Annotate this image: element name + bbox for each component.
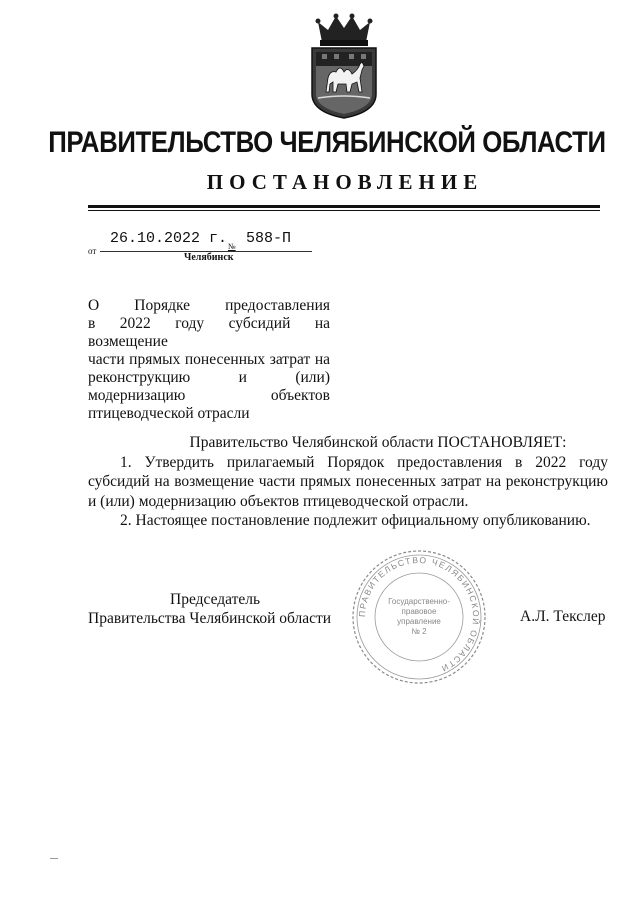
stamp-line: Государственно- bbox=[388, 597, 450, 606]
date-prefix: от bbox=[88, 246, 97, 256]
city-label: Челябинск bbox=[184, 252, 234, 263]
document-date: 26.10.2022 г. bbox=[110, 230, 228, 247]
stamp-ring-text: ПРАВИТЕЛЬСТВО ЧЕЛЯБИНСКОЙ ОБЛАСТИ bbox=[356, 554, 482, 675]
chelyabinsk-coat-of-arms-icon bbox=[304, 12, 384, 120]
document-number: 588-П bbox=[246, 230, 292, 247]
subject-line: О Порядке предоставления bbox=[88, 297, 330, 314]
signatory-title bbox=[88, 590, 348, 628]
document-subject bbox=[88, 297, 330, 423]
body-paragraph-2: 2. Настоящее постановление подлежит официальному опубликованию. bbox=[120, 512, 591, 529]
document-body bbox=[88, 433, 608, 531]
organization-title: ПРАВИТЕЛЬСТВО ЧЕЛЯБИНСКОЙ ОБЛАСТИ bbox=[48, 126, 606, 159]
signatory-title-line1: Председатель bbox=[170, 591, 261, 608]
subject-line: модернизацию объектов bbox=[88, 387, 330, 404]
subject-line: реконструкцию и (или) bbox=[88, 369, 330, 386]
subject-line: в 2022 году субсидий на возмещение bbox=[88, 315, 330, 350]
body-intro: Правительство Челябинской области ПОСТАНОВЛЯЕТ: bbox=[189, 434, 567, 451]
stamp-line: управление bbox=[397, 617, 441, 626]
subject-line: части прямых понесенных затрат на bbox=[88, 351, 330, 368]
header-divider-thin bbox=[88, 210, 600, 211]
signatory-name: А.Л. Текслер bbox=[520, 608, 606, 625]
stamp-line: правовое bbox=[401, 607, 437, 616]
document-type-title: ПОСТАНОВЛЕНИЕ bbox=[206, 170, 484, 194]
body-paragraph-1: 1. Утвердить прилагаемый Порядок предоставления в 2022 году субсидий на возмещение части прямых понесенных затрат на реконструкцию и (или) модернизацию объектов птицеводческой отрасли. bbox=[88, 453, 608, 510]
subject-line: птицеводческой отрасли bbox=[88, 405, 250, 422]
stamp-line: № 2 bbox=[411, 627, 427, 636]
number-prefix: № bbox=[228, 242, 236, 251]
scan-mark bbox=[50, 858, 58, 859]
signatory-title-line2: Правительства Челябинской области bbox=[88, 610, 332, 627]
official-stamp bbox=[350, 548, 488, 686]
header-divider-thick bbox=[88, 205, 600, 208]
